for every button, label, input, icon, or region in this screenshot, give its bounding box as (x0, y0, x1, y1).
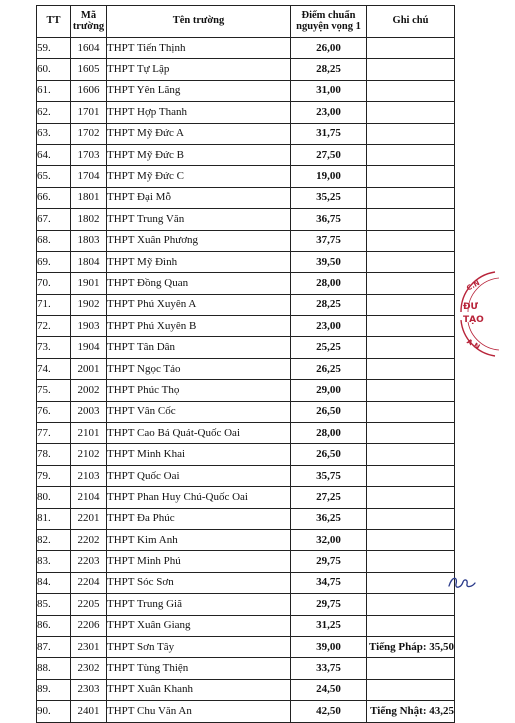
note (367, 144, 455, 165)
note (367, 59, 455, 80)
cutoff-score: 32,00 (291, 529, 367, 550)
school-code: 1904 (71, 337, 107, 358)
row-number: 61. (37, 80, 71, 101)
school-code: 1701 (71, 102, 107, 123)
row-number: 84. (37, 572, 71, 593)
table-row (37, 273, 455, 294)
note (367, 251, 455, 272)
school-code: 2204 (71, 572, 107, 593)
stamp-text-line-2: TẠO (463, 315, 484, 325)
table-row (37, 209, 455, 230)
cutoff-score: 39,00 (291, 636, 367, 657)
school-code: 1703 (71, 144, 107, 165)
note (367, 294, 455, 315)
row-number: 89. (37, 679, 71, 700)
row-number: 69. (37, 251, 71, 272)
table-row (37, 636, 455, 657)
note (367, 166, 455, 187)
row-number: 74. (37, 358, 71, 379)
school-code: 2001 (71, 358, 107, 379)
table-header-row (37, 6, 455, 38)
row-number: 70. (37, 273, 71, 294)
cutoff-score: 29,00 (291, 380, 367, 401)
school-name: THPT Quốc Oai (107, 465, 291, 486)
note (367, 423, 455, 444)
cutoff-score: 31,75 (291, 123, 367, 144)
school-code: 2103 (71, 465, 107, 486)
row-number: 59. (37, 38, 71, 59)
school-name: THPT Cao Bá Quát-Quốc Oai (107, 423, 291, 444)
svg-text:A N: A N (465, 337, 482, 352)
school-name: THPT Mỹ Đức C (107, 166, 291, 187)
school-name: THPT Minh Khai (107, 444, 291, 465)
school-name: THPT Tùng Thiện (107, 658, 291, 679)
note (367, 230, 455, 251)
school-name: THPT Tân Dân (107, 337, 291, 358)
table-row (37, 59, 455, 80)
school-name: THPT Sóc Sơn (107, 572, 291, 593)
note (367, 123, 455, 144)
note (367, 80, 455, 101)
table-row (37, 401, 455, 422)
cutoff-score: 29,75 (291, 551, 367, 572)
school-name: THPT Mỹ Đức A (107, 123, 291, 144)
cutoff-score: 26,50 (291, 401, 367, 422)
header-cutoff-score: Điểm chuẩn nguyện vọng 1 (291, 6, 367, 38)
note (367, 358, 455, 379)
school-code: 1902 (71, 294, 107, 315)
school-code: 1702 (71, 123, 107, 144)
cutoff-score: 29,75 (291, 594, 367, 615)
school-name: THPT Chu Văn An (107, 701, 291, 722)
cutoff-score: 34,75 (291, 572, 367, 593)
school-name: THPT Vân Cốc (107, 401, 291, 422)
table-row (37, 444, 455, 465)
note (367, 273, 455, 294)
table-row (37, 572, 455, 593)
school-code: 1901 (71, 273, 107, 294)
school-name: THPT Xuân Giang (107, 615, 291, 636)
school-name: THPT Đa Phúc (107, 508, 291, 529)
note: Tiếng Pháp: 35,50 (367, 636, 455, 657)
row-number: 65. (37, 166, 71, 187)
table-row (37, 251, 455, 272)
school-code: 2201 (71, 508, 107, 529)
cutoff-score: 36,25 (291, 508, 367, 529)
handwritten-signature (446, 574, 476, 592)
row-number: 71. (37, 294, 71, 315)
row-number: 66. (37, 187, 71, 208)
school-code: 1804 (71, 251, 107, 272)
table-row (37, 658, 455, 679)
note (367, 102, 455, 123)
school-code: 2002 (71, 380, 107, 401)
table-row (37, 144, 455, 165)
cutoff-score: 27,25 (291, 487, 367, 508)
school-name: THPT Phú Xuyên B (107, 316, 291, 337)
row-number: 88. (37, 658, 71, 679)
school-code: 2104 (71, 487, 107, 508)
note (367, 529, 455, 550)
row-number: 77. (37, 423, 71, 444)
note (367, 658, 455, 679)
cutoff-score: 24,50 (291, 679, 367, 700)
cutoff-score: 28,00 (291, 423, 367, 444)
school-code: 2203 (71, 551, 107, 572)
table-row (37, 594, 455, 615)
row-number: 81. (37, 508, 71, 529)
school-code: 2101 (71, 423, 107, 444)
cutoff-score: 26,00 (291, 38, 367, 59)
header-tt: TT (37, 6, 71, 38)
row-number: 83. (37, 551, 71, 572)
table-row (37, 123, 455, 144)
table-row (37, 187, 455, 208)
table-row (37, 465, 455, 486)
school-name: THPT Hợp Thanh (107, 102, 291, 123)
school-code: 1604 (71, 38, 107, 59)
header-note: Ghi chú (367, 6, 455, 38)
school-name: THPT Yên Lãng (107, 80, 291, 101)
table-row (37, 615, 455, 636)
table-row (37, 380, 455, 401)
table-row (37, 294, 455, 315)
note (367, 551, 455, 572)
school-name: THPT Mỹ Đình (107, 251, 291, 272)
note (367, 508, 455, 529)
row-number: 72. (37, 316, 71, 337)
note (367, 209, 455, 230)
school-code: 2205 (71, 594, 107, 615)
school-name: THPT Sơn Tây (107, 636, 291, 657)
row-number: 78. (37, 444, 71, 465)
table-row (37, 337, 455, 358)
row-number: 68. (37, 230, 71, 251)
school-name: THPT Đại Mỗ (107, 187, 291, 208)
row-number: 64. (37, 144, 71, 165)
row-number: 90. (37, 701, 71, 722)
school-code: 2202 (71, 529, 107, 550)
school-code: 1606 (71, 80, 107, 101)
table-row (37, 423, 455, 444)
school-name: THPT Phú Xuyên A (107, 294, 291, 315)
row-number: 82. (37, 529, 71, 550)
note (367, 316, 455, 337)
row-number: 79. (37, 465, 71, 486)
school-name: THPT Phan Huy Chú-Quốc Oai (107, 487, 291, 508)
school-name: THPT Đồng Quan (107, 273, 291, 294)
row-number: 85. (37, 594, 71, 615)
cutoff-score: 26,25 (291, 358, 367, 379)
row-number: 76. (37, 401, 71, 422)
school-code: 2003 (71, 401, 107, 422)
cutoff-score: 19,00 (291, 166, 367, 187)
cutoff-score: 25,25 (291, 337, 367, 358)
school-name: THPT Phúc Thọ (107, 380, 291, 401)
admission-score-table (36, 5, 455, 723)
school-code: 2206 (71, 615, 107, 636)
note (367, 572, 455, 593)
school-name: THPT Xuân Khanh (107, 679, 291, 700)
school-code: 1803 (71, 230, 107, 251)
table-row (37, 508, 455, 529)
cutoff-score: 28,25 (291, 294, 367, 315)
cutoff-score: 26,50 (291, 444, 367, 465)
table-row (37, 166, 455, 187)
table-row (37, 679, 455, 700)
table-row (37, 701, 455, 722)
note (367, 444, 455, 465)
red-seal-stamp (455, 268, 515, 360)
note (367, 380, 455, 401)
note (367, 615, 455, 636)
school-name: THPT Ngọc Tảo (107, 358, 291, 379)
svg-text:C.N: C.N (465, 278, 482, 293)
cutoff-score: 28,25 (291, 59, 367, 80)
row-number: 80. (37, 487, 71, 508)
note (367, 465, 455, 486)
cutoff-score: 39,50 (291, 251, 367, 272)
school-code: 2302 (71, 658, 107, 679)
cutoff-score: 33,75 (291, 658, 367, 679)
cutoff-score: 23,00 (291, 102, 367, 123)
row-number: 86. (37, 615, 71, 636)
school-name: THPT Trung Giã (107, 594, 291, 615)
cutoff-score: 36,75 (291, 209, 367, 230)
row-number: 63. (37, 123, 71, 144)
header-school-name: Tên trường (107, 6, 291, 38)
table-row (37, 316, 455, 337)
cutoff-score: 31,25 (291, 615, 367, 636)
table-row (37, 551, 455, 572)
row-number: 60. (37, 59, 71, 80)
school-code: 1903 (71, 316, 107, 337)
school-name: THPT Xuân Phương (107, 230, 291, 251)
note (367, 487, 455, 508)
cutoff-score: 28,00 (291, 273, 367, 294)
school-code: 2401 (71, 701, 107, 722)
cutoff-score: 23,00 (291, 316, 367, 337)
table-row (37, 358, 455, 379)
header-school-code: Mã trường (71, 6, 107, 38)
cutoff-score: 42,50 (291, 701, 367, 722)
school-name: THPT Mỹ Đức B (107, 144, 291, 165)
row-number: 62. (37, 102, 71, 123)
cutoff-score: 35,75 (291, 465, 367, 486)
table-row (37, 529, 455, 550)
row-number: 73. (37, 337, 71, 358)
school-code: 1605 (71, 59, 107, 80)
row-number: 75. (37, 380, 71, 401)
table-row (37, 102, 455, 123)
row-number: 67. (37, 209, 71, 230)
note (367, 38, 455, 59)
school-name: THPT Tiến Thịnh (107, 38, 291, 59)
school-name: THPT Trung Văn (107, 209, 291, 230)
school-code: 2102 (71, 444, 107, 465)
cutoff-score: 37,75 (291, 230, 367, 251)
note (367, 679, 455, 700)
stamp-text-line-1: ĐƯ (463, 302, 479, 312)
seal-outline (455, 268, 515, 360)
school-code: 1801 (71, 187, 107, 208)
table-row (37, 38, 455, 59)
school-code: 2301 (71, 636, 107, 657)
cutoff-score: 35,25 (291, 187, 367, 208)
table-body (37, 38, 455, 723)
table-row (37, 487, 455, 508)
school-name: THPT Kim Anh (107, 529, 291, 550)
note (367, 187, 455, 208)
note (367, 401, 455, 422)
school-code: 1802 (71, 209, 107, 230)
table-row (37, 230, 455, 251)
table-row (37, 80, 455, 101)
school-code: 2303 (71, 679, 107, 700)
row-number: 87. (37, 636, 71, 657)
cutoff-score: 27,50 (291, 144, 367, 165)
note (367, 337, 455, 358)
school-name: THPT Tự Lập (107, 59, 291, 80)
cutoff-score: 31,00 (291, 80, 367, 101)
school-code: 1704 (71, 166, 107, 187)
school-name: THPT Minh Phú (107, 551, 291, 572)
note: Tiếng Nhật: 43,25 (367, 701, 455, 722)
note (367, 594, 455, 615)
